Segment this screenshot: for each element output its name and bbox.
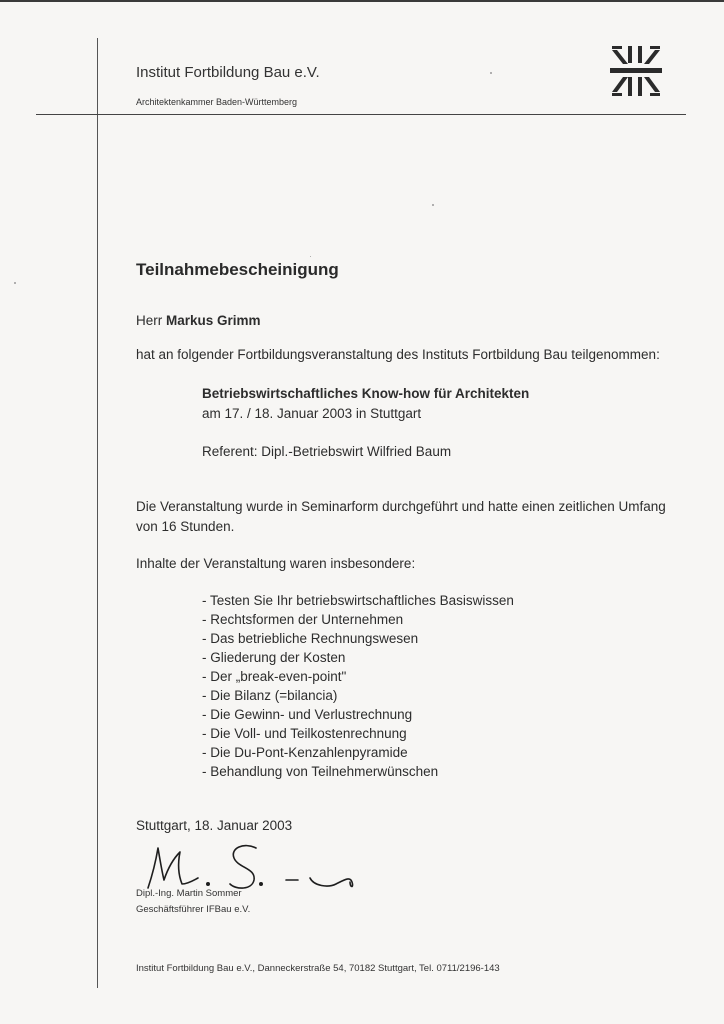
place-date: Stuttgart, 18. Januar 2003 — [136, 818, 293, 833]
ifbau-logo-icon — [608, 44, 664, 98]
org-name: Institut Fortbildung Bau e.V. — [136, 64, 320, 81]
scan-speck — [432, 204, 434, 206]
topic-item: - Die Bilanz (=bilancia) — [202, 688, 338, 703]
format-line: Die Veranstaltung wurde in Seminarform durchgeführt und hatte einen zeitlichen Umfang — [136, 499, 666, 514]
topic-item: - Rechtsformen der Unternehmen — [202, 612, 404, 627]
course-title: Betriebswirtschaftliches Know-how für Architekten — [202, 386, 530, 401]
header-rule — [36, 114, 686, 115]
contents-intro: Inhalte der Veranstaltung waren insbesondere: — [136, 556, 416, 571]
topic-item: - Die Voll- und Teilkostenrechnung — [202, 726, 407, 741]
topic-item: - Behandlung von Teilnehmerwünschen — [202, 764, 439, 779]
signer-role: Geschäftsführer IFBau e.V. — [136, 904, 251, 915]
topic-item: - Gliederung der Kosten — [202, 650, 346, 665]
format-paragraph — [136, 497, 666, 537]
participation-statement: hat an folgender Fortbildungsveranstaltung des Instituts Fortbildung Bau teilgenommen: — [136, 347, 660, 362]
signer-name: Dipl.-Ing. Martin Sommer — [136, 888, 242, 899]
course-date: am 17. / 18. Januar 2003 in Stuttgart — [202, 406, 422, 421]
scan-speck — [490, 72, 492, 74]
format-line: von 16 Stunden. — [136, 519, 235, 534]
speaker: Referent: Dipl.-Betriebswirt Wilfried Baum — [202, 444, 452, 459]
recipient-name: Markus Grimm — [166, 313, 261, 328]
topic-item: - Die Du-Pont-Kenzahlenpyramide — [202, 745, 408, 760]
topic-item: - Das betriebliche Rechnungswesen — [202, 631, 419, 646]
org-subtitle: Architektenkammer Baden-Württemberg — [136, 97, 298, 107]
scan-top-edge — [0, 0, 724, 2]
left-margin-rule — [97, 38, 98, 988]
scan-speck — [310, 256, 311, 257]
salutation: Herr — [136, 313, 163, 328]
document-title: Teilnahmebescheinigung — [136, 260, 339, 279]
topic-list — [202, 591, 514, 781]
topic-item: - Die Gewinn- und Verlustrechnung — [202, 707, 413, 722]
recipient-line — [136, 313, 261, 328]
footer-address: Institut Fortbildung Bau e.V., Danneckerstraße 54, 70182 Stuttgart, Tel. 0711/2196-143 — [136, 963, 500, 974]
scan-speck — [14, 282, 16, 284]
topic-item: - Testen Sie Ihr betriebswirtschaftliches Basiswissen — [202, 593, 514, 608]
topic-item: - Der „break-even-point" — [202, 669, 347, 684]
